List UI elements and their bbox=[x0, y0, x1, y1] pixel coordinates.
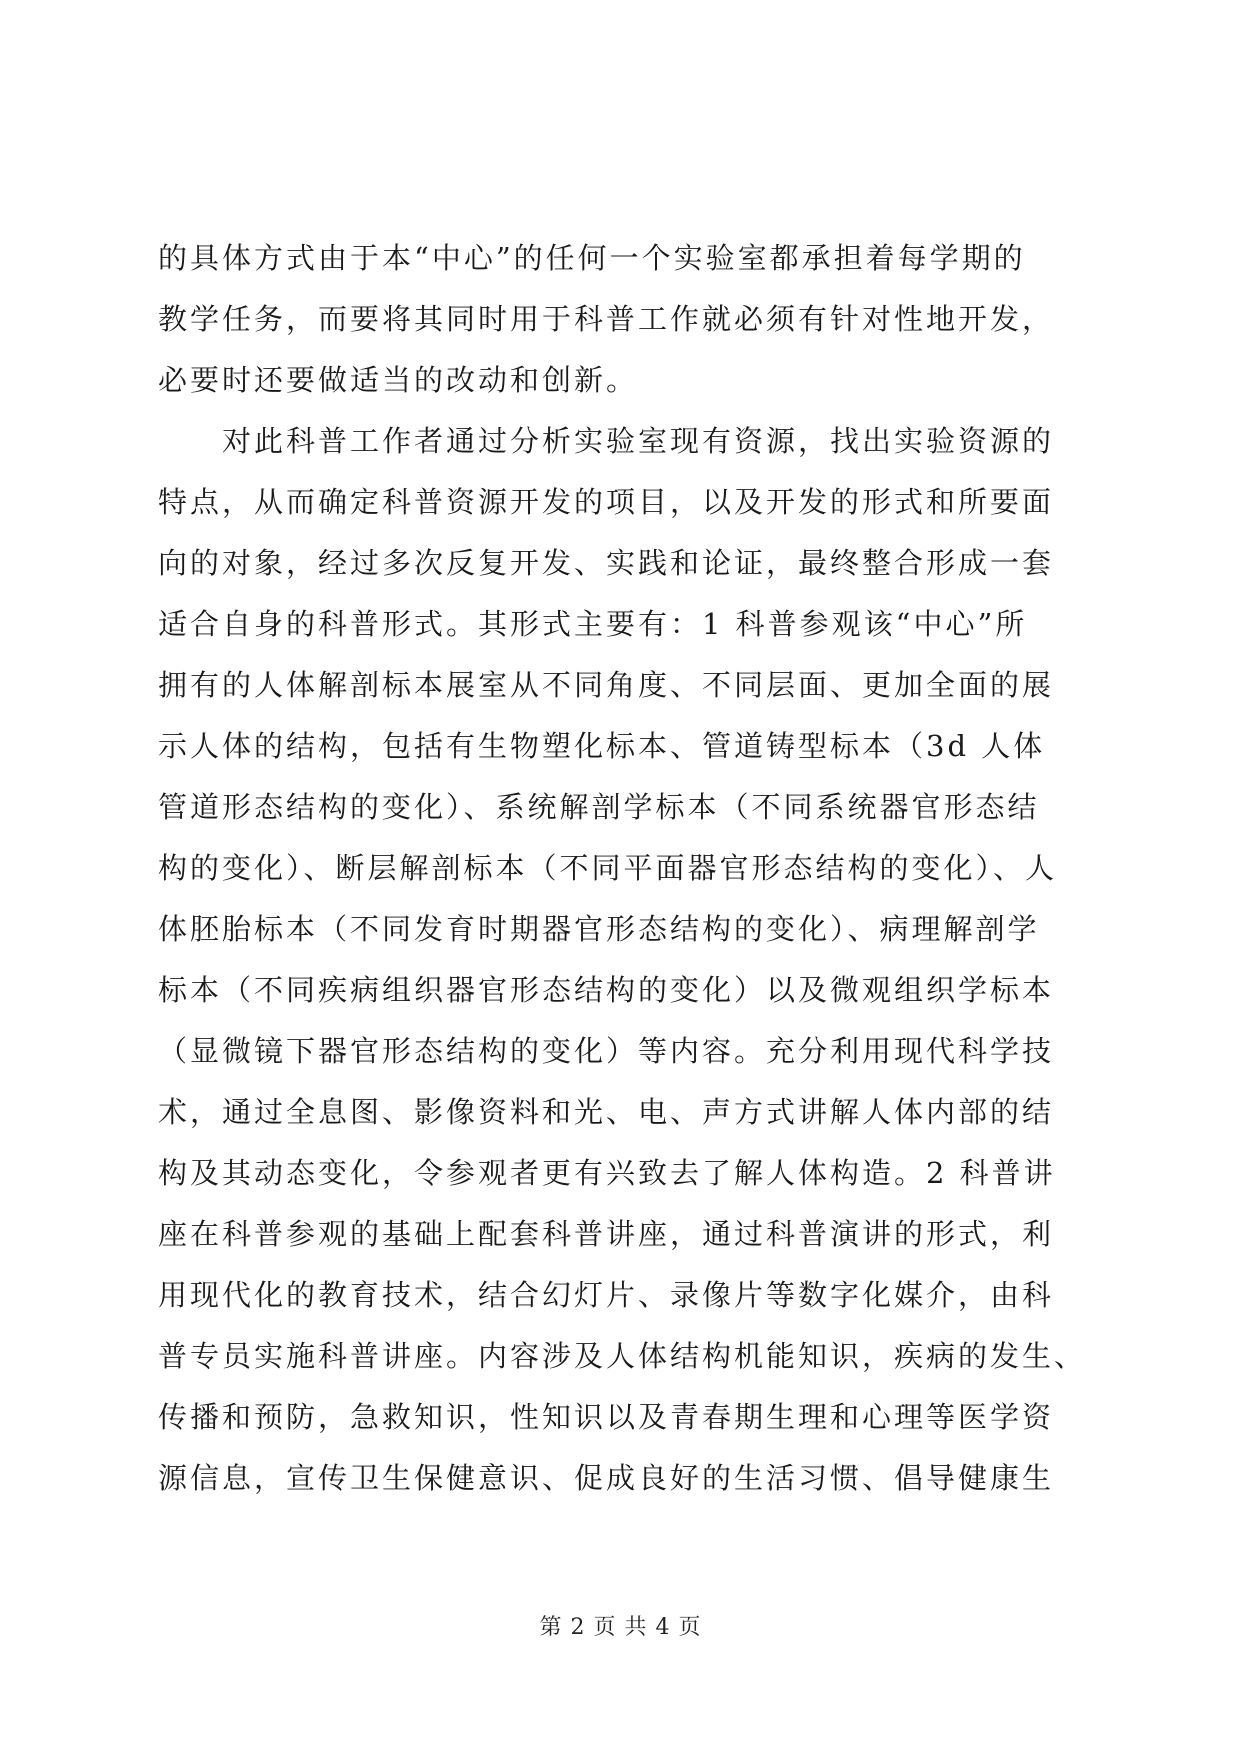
text-line: 体胚胎标本（不同发育时期器官形态结构的变化）、病理解剖学 bbox=[158, 912, 1040, 946]
text-line: 对此科普工作者通过分析实验室现有资源，找出实验资源的 bbox=[222, 424, 1055, 458]
page-number-footer: 第 2 页 共 4 页 bbox=[539, 1615, 702, 1640]
text-line: 传播和预防，急救知识，性知识以及青春期生理和心理等医学资 bbox=[158, 1400, 1055, 1434]
text-line: 管道形态结构的变化）、系统解剖学标本（不同系统器官形态结 bbox=[158, 790, 1040, 824]
text-line: 构及其动态变化，令参观者更有兴致去了解人体构造。2 科普讲 bbox=[158, 1156, 1056, 1190]
text-line: （显微镜下器官形态结构的变化）等内容。充分利用现代科学技 bbox=[158, 1034, 1055, 1068]
text-line: 适合自身的科普形式。其形式主要有：1 科普参观该“中心”所 bbox=[158, 607, 1028, 641]
text-line: 构的变化）、断层解剖标本（不同平面器官形态结构的变化）、人 bbox=[158, 851, 1058, 885]
text-line: 普专员实施科普讲座。内容涉及人体结构机能知识，疾病的发生、 bbox=[158, 1339, 1087, 1373]
document-body bbox=[158, 228, 1086, 1509]
text-line: 用现代化的教育技术，结合幻灯片、录像片等数字化媒介，由科 bbox=[158, 1278, 1055, 1312]
text-line: 座在科普参观的基础上配套科普讲座，通过科普演讲的形式，利 bbox=[158, 1217, 1055, 1251]
text-line: 术，通过全息图、影像资料和光、电、声方式讲解人体内部的结 bbox=[158, 1095, 1055, 1129]
text-line: 标本（不同疾病组织器官形态结构的变化）以及微观组织学标本 bbox=[158, 973, 1055, 1007]
text-line: 示人体的结构，包括有生物塑化标本、管道铸型标本（3d 人体 bbox=[158, 729, 1046, 763]
text-line: 拥有的人体解剖标本展室从不同角度、不同层面、更加全面的展 bbox=[158, 668, 1055, 702]
text-line: 特点，从而确定科普资源开发的项目，以及开发的形式和所要面 bbox=[158, 485, 1055, 519]
text-line: 必要时还要做适当的改动和创新。 bbox=[158, 363, 639, 397]
text-line: 的具体方式由于本“中心”的任何一个实验室都承担着每学期的 bbox=[158, 241, 1026, 275]
text-line: 教学任务，而要将其同时用于科普工作就必须有针对性地开发， bbox=[158, 302, 1055, 336]
text-line: 向的对象，经过多次反复开发、实践和论证，最终整合形成一套 bbox=[158, 546, 1055, 580]
text-line: 源信息，宣传卫生保健意识、促成良好的生活习惯、倡导健康生 bbox=[158, 1461, 1055, 1495]
